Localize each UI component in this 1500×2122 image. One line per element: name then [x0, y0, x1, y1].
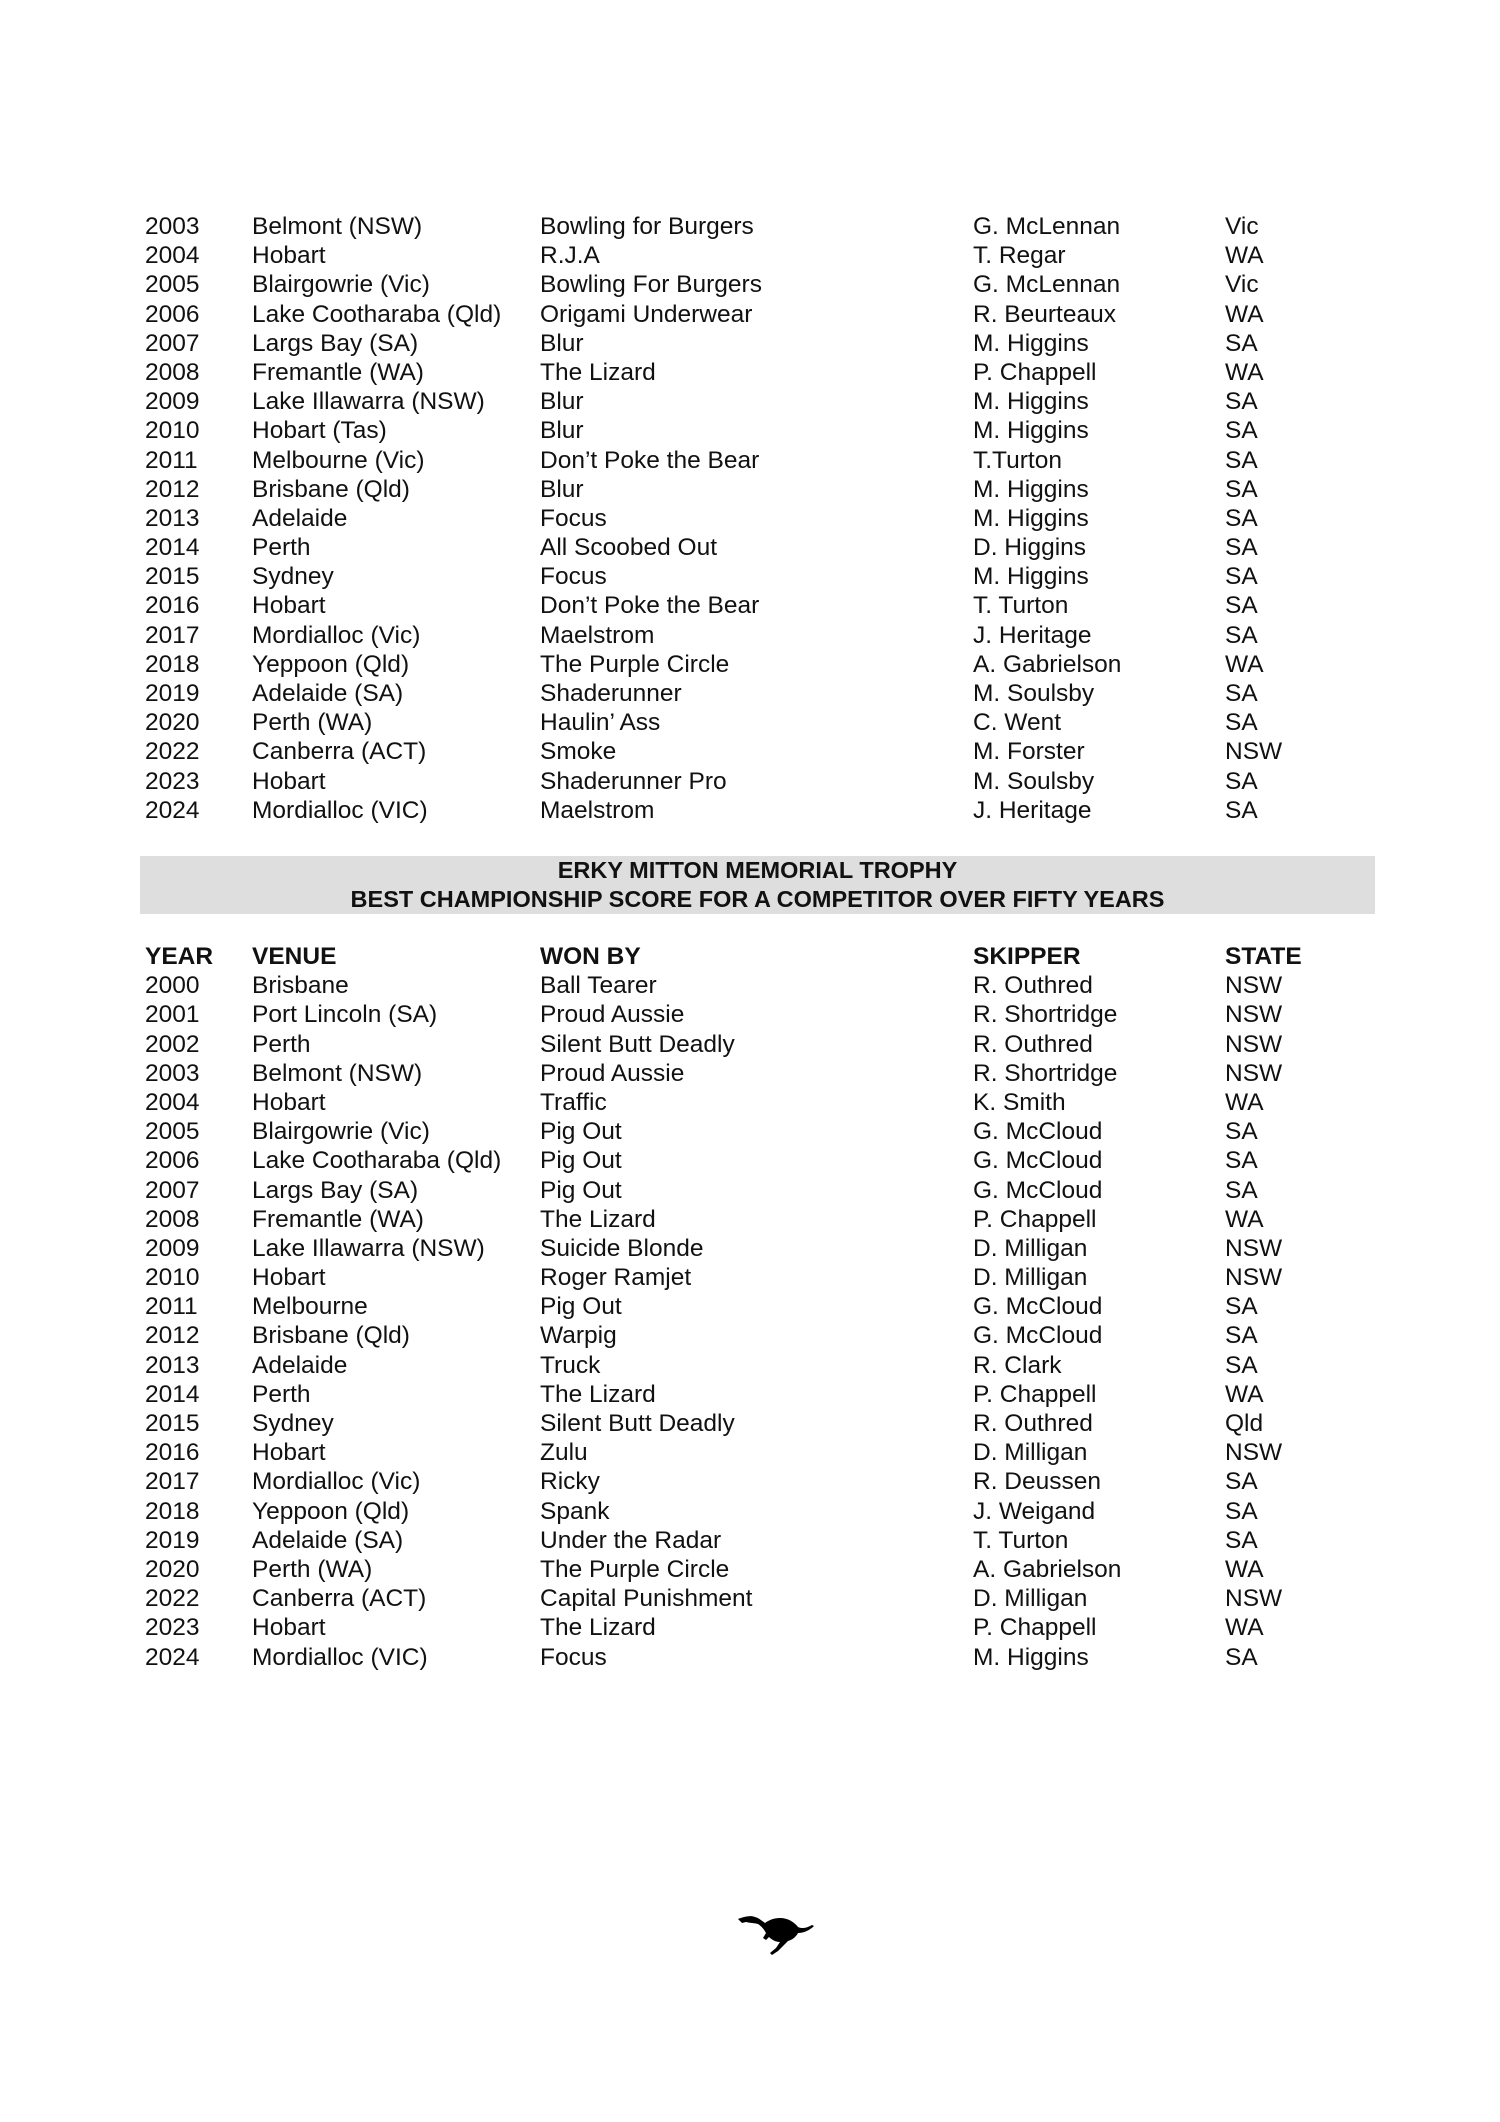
cell-won-by: Under the Radar — [540, 1526, 722, 1554]
cell-won-by: Traffic — [540, 1088, 607, 1116]
table-row — [145, 1117, 1375, 1146]
cell-state: SA — [1225, 796, 1258, 824]
cell-won-by: Shaderunner — [540, 680, 682, 707]
cell-won-by: Warpig — [540, 1322, 617, 1350]
cell-venue: Yeppoon (Qld) — [252, 1497, 410, 1525]
cell-won-by: The Lizard — [540, 1380, 656, 1408]
cell-state: SA — [1225, 1322, 1258, 1350]
cell-year: 2011 — [145, 1293, 198, 1321]
cell-year: 2020 — [145, 709, 200, 737]
cell-state: Vic — [1225, 213, 1259, 240]
cell-state: NSW — [1225, 1001, 1283, 1029]
cell-year: 2006 — [145, 1147, 200, 1175]
cell-venue: Fremantle (WA) — [252, 1205, 424, 1233]
cell-state: SA — [1225, 417, 1258, 445]
cell-won-by: Smoke — [540, 738, 617, 766]
cell-state: NSW — [1225, 1585, 1283, 1613]
cell-state: SA — [1225, 446, 1258, 474]
table-row — [145, 796, 1375, 825]
cell-state: SA — [1225, 534, 1258, 562]
table-row — [145, 1088, 1375, 1117]
cell-skipper: K. Smith — [973, 1088, 1066, 1116]
cell-skipper: G. McCloud — [973, 1176, 1103, 1204]
cell-state: SA — [1225, 1176, 1258, 1204]
header-year: YEAR — [145, 943, 214, 970]
cell-year: 2022 — [145, 1585, 200, 1613]
cell-venue: Melbourne — [252, 1293, 368, 1321]
table-row — [145, 1526, 1375, 1555]
cell-venue: Blairgowrie (Vic) — [252, 1118, 430, 1146]
cell-state: SA — [1225, 709, 1258, 737]
cell-won-by: Proud Aussie — [540, 1059, 685, 1087]
cell-state: WA — [1225, 1555, 1264, 1583]
cell-skipper: P. Chappell — [973, 1614, 1097, 1642]
cell-year: 2018 — [145, 1497, 200, 1525]
cell-skipper: M. Soulsby — [973, 680, 1095, 707]
table-row — [145, 1234, 1375, 1263]
cell-won-by: Focus — [540, 563, 607, 591]
cell-won-by: Blur — [540, 475, 584, 503]
cell-year: 2001 — [145, 1001, 200, 1029]
table-row — [145, 1000, 1375, 1029]
cell-venue: Blairgowrie (Vic) — [252, 271, 430, 299]
table-row — [145, 591, 1375, 620]
cell-state: SA — [1225, 1118, 1258, 1146]
cell-year: 2011 — [145, 446, 198, 474]
cell-state: WA — [1225, 1614, 1264, 1642]
cell-state: SA — [1225, 767, 1258, 795]
cell-won-by: Spank — [540, 1497, 610, 1525]
table-row — [145, 1467, 1375, 1496]
cell-venue: Perth — [252, 534, 311, 562]
cell-venue: Port Lincoln (SA) — [252, 1001, 438, 1029]
cell-venue: Yeppoon (Qld) — [252, 650, 410, 678]
trophy-banner — [140, 856, 1375, 914]
cell-skipper: R. Shortridge — [973, 1001, 1118, 1029]
table-row — [145, 1292, 1375, 1321]
cell-venue: Brisbane — [252, 972, 349, 1000]
table-row — [145, 1321, 1375, 1350]
table-row — [145, 1380, 1375, 1409]
table-row — [145, 446, 1375, 475]
cell-state: WA — [1225, 358, 1264, 386]
cell-skipper: R. Clark — [973, 1351, 1062, 1379]
table-row — [145, 1205, 1375, 1234]
cell-state: WA — [1225, 650, 1264, 678]
cell-skipper: T.Turton — [973, 446, 1062, 474]
cell-won-by: Focus — [540, 1643, 607, 1671]
cell-venue: Canberra (ACT) — [252, 1585, 427, 1613]
cell-year: 2010 — [145, 417, 200, 445]
cell-state: NSW — [1225, 1439, 1283, 1467]
cell-venue: Hobart — [252, 767, 326, 795]
cell-skipper: R. Deussen — [973, 1468, 1102, 1496]
cell-skipper: R. Outhred — [973, 1410, 1093, 1437]
cell-year: 2007 — [145, 1176, 200, 1204]
cell-skipper: M. Higgins — [973, 417, 1089, 445]
cell-won-by: Don’t Poke the Bear — [540, 592, 760, 620]
table-row — [145, 708, 1375, 737]
cell-year: 2024 — [145, 796, 200, 824]
cell-state: SA — [1225, 1497, 1258, 1525]
cell-skipper: D. Milligan — [973, 1264, 1088, 1292]
cell-year: 2019 — [145, 680, 200, 707]
cell-state: SA — [1225, 388, 1258, 416]
cell-year: 2012 — [145, 1322, 200, 1350]
cell-venue: Adelaide — [252, 504, 348, 532]
cell-year: 2024 — [145, 1643, 200, 1671]
cell-state: WA — [1225, 1088, 1264, 1116]
cell-venue: Brisbane (Qld) — [252, 1322, 410, 1350]
cell-won-by: Don’t Poke the Bear — [540, 446, 760, 474]
table-row — [145, 737, 1375, 766]
header-skipper: SKIPPER — [973, 943, 1081, 970]
cell-year: 2014 — [145, 1380, 200, 1408]
cell-year: 2015 — [145, 563, 200, 591]
table-row — [145, 504, 1375, 533]
cell-venue: Mordialloc (Vic) — [252, 1468, 421, 1496]
cell-won-by: Bowling for Burgers — [540, 213, 754, 240]
cell-skipper: C. Went — [973, 709, 1062, 737]
table-row — [145, 562, 1375, 591]
table-row — [145, 329, 1375, 358]
cell-skipper: M. Higgins — [973, 329, 1089, 357]
cell-year: 2003 — [145, 213, 200, 240]
cell-skipper: M. Higgins — [973, 563, 1089, 591]
cell-venue: Hobart — [252, 1088, 326, 1116]
table-row — [145, 387, 1375, 416]
cell-venue: Adelaide (SA) — [252, 1526, 404, 1554]
cell-state: NSW — [1225, 1030, 1283, 1058]
table-header-row — [145, 942, 1375, 971]
table-row — [145, 1409, 1375, 1438]
cell-skipper: T. Regar — [973, 242, 1066, 270]
cell-year: 2015 — [145, 1410, 200, 1437]
cell-state: SA — [1225, 563, 1258, 591]
cell-won-by: Bowling For Burgers — [540, 271, 762, 299]
cell-year: 2006 — [145, 300, 200, 328]
cell-skipper: G. McLennan — [973, 213, 1121, 240]
cell-year: 2004 — [145, 242, 200, 270]
header-won-by: WON BY — [540, 943, 641, 970]
table-row — [145, 1146, 1375, 1175]
table-row — [145, 1263, 1375, 1292]
cell-venue: Hobart — [252, 242, 326, 270]
table-row — [145, 621, 1375, 650]
cell-won-by: Shaderunner Pro — [540, 767, 727, 795]
cell-year: 2004 — [145, 1088, 200, 1116]
table-row — [145, 475, 1375, 504]
cell-year: 2019 — [145, 1526, 200, 1554]
cell-skipper: R. Outhred — [973, 1030, 1093, 1058]
header-state: STATE — [1225, 943, 1302, 970]
table-row — [145, 358, 1375, 387]
cell-won-by: Focus — [540, 504, 607, 532]
cell-state: SA — [1225, 475, 1258, 503]
cell-state: WA — [1225, 300, 1264, 328]
cell-skipper: A. Gabrielson — [973, 650, 1122, 678]
cell-skipper: D. Milligan — [973, 1585, 1088, 1613]
cell-year: 2002 — [145, 1030, 200, 1058]
cell-venue: Brisbane (Qld) — [252, 475, 410, 503]
cell-skipper: R. Shortridge — [973, 1059, 1118, 1087]
cell-year: 2023 — [145, 1614, 200, 1642]
cell-skipper: A. Gabrielson — [973, 1555, 1122, 1583]
cell-state: Qld — [1225, 1410, 1264, 1437]
cell-state: SA — [1225, 1526, 1258, 1554]
cell-state: SA — [1225, 1293, 1258, 1321]
cell-venue: Mordialloc (VIC) — [252, 1643, 428, 1671]
table-row — [145, 241, 1375, 270]
cell-won-by: Blur — [540, 388, 584, 416]
cell-won-by: Origami Underwear — [540, 300, 753, 328]
table-row — [145, 270, 1375, 299]
cell-year: 2012 — [145, 475, 200, 503]
cell-year: 2014 — [145, 534, 200, 562]
cell-won-by: All Scoobed Out — [540, 534, 718, 562]
table-row — [145, 1030, 1375, 1059]
table-row — [145, 1176, 1375, 1205]
cell-won-by: Haulin’ Ass — [540, 709, 661, 737]
cell-won-by: Zulu — [540, 1439, 588, 1467]
cell-state: SA — [1225, 1643, 1258, 1671]
cell-state: NSW — [1225, 738, 1283, 766]
table-row — [145, 1584, 1375, 1613]
cell-won-by: The Purple Circle — [540, 650, 730, 678]
cell-skipper: M. Higgins — [973, 504, 1089, 532]
cell-skipper: G. McCloud — [973, 1147, 1103, 1175]
cell-year: 2013 — [145, 504, 200, 532]
cell-venue: Perth (WA) — [252, 1555, 373, 1583]
cell-skipper: P. Chappell — [973, 1205, 1097, 1233]
cell-state: Vic — [1225, 271, 1259, 299]
cell-year: 2000 — [145, 972, 200, 1000]
cell-skipper: T. Turton — [973, 592, 1069, 620]
cell-venue: Adelaide (SA) — [252, 680, 404, 707]
cell-venue: Melbourne (Vic) — [252, 446, 425, 474]
cell-state: SA — [1225, 592, 1258, 620]
table-row — [145, 300, 1375, 329]
header-venue: VENUE — [252, 943, 337, 970]
previous-results-table — [145, 212, 1375, 825]
cell-skipper: G. McCloud — [973, 1293, 1103, 1321]
cell-won-by: Suicide Blonde — [540, 1234, 704, 1262]
cell-won-by: Pig Out — [540, 1118, 622, 1146]
table-row — [145, 679, 1375, 708]
cell-won-by: Ball Tearer — [540, 972, 657, 1000]
cell-won-by: Silent Butt Deadly — [540, 1410, 735, 1437]
cell-skipper: D. Milligan — [973, 1234, 1088, 1262]
cell-skipper: P. Chappell — [973, 1380, 1097, 1408]
cell-state: NSW — [1225, 1264, 1283, 1292]
cell-won-by: Pig Out — [540, 1293, 622, 1321]
cell-venue: Mordialloc (Vic) — [252, 621, 421, 649]
table-row — [145, 971, 1375, 1000]
cell-venue: Lake Illawarra (NSW) — [252, 388, 485, 416]
table-row — [145, 416, 1375, 445]
table-row — [145, 650, 1375, 679]
cell-skipper: D. Higgins — [973, 534, 1087, 562]
cell-skipper: G. McLennan — [973, 271, 1121, 299]
cell-skipper: T. Turton — [973, 1526, 1069, 1554]
cell-venue: Perth — [252, 1380, 311, 1408]
trophy-subtitle: BEST CHAMPIONSHIP SCORE FOR A COMPETITOR OVER FIFTY YEARS — [350, 886, 1165, 912]
cell-year: 2013 — [145, 1351, 200, 1379]
cell-year: 2010 — [145, 1264, 200, 1292]
cell-won-by: Ricky — [540, 1468, 600, 1496]
cell-skipper: J. Heritage — [973, 621, 1092, 649]
cell-year: 2005 — [145, 271, 200, 299]
table-row — [145, 1438, 1375, 1467]
cell-year: 2022 — [145, 738, 200, 766]
cell-year: 2017 — [145, 1468, 200, 1496]
cell-won-by: Capital Punishment — [540, 1585, 753, 1613]
cell-state: NSW — [1225, 972, 1283, 1000]
cell-venue: Belmont (NSW) — [252, 213, 423, 240]
cell-year: 2020 — [145, 1555, 200, 1583]
table-row — [145, 1613, 1375, 1642]
table-row — [145, 1351, 1375, 1380]
cell-won-by: The Lizard — [540, 358, 656, 386]
cell-skipper: D. Milligan — [973, 1439, 1088, 1467]
cell-year: 2008 — [145, 358, 200, 386]
cell-won-by: Pig Out — [540, 1147, 622, 1175]
cell-skipper: M. Higgins — [973, 475, 1089, 503]
cell-venue: Canberra (ACT) — [252, 738, 427, 766]
cell-venue: Largs Bay (SA) — [252, 1176, 419, 1204]
cell-won-by: The Lizard — [540, 1614, 656, 1642]
cell-venue: Sydney — [252, 563, 334, 591]
cell-venue: Perth — [252, 1030, 311, 1058]
cell-venue: Largs Bay (SA) — [252, 329, 419, 357]
cell-year: 2017 — [145, 621, 200, 649]
cell-state: NSW — [1225, 1234, 1283, 1262]
cell-won-by: Silent Butt Deadly — [540, 1030, 735, 1058]
table-row — [145, 767, 1375, 796]
cell-venue: Adelaide — [252, 1351, 348, 1379]
cell-year: 2023 — [145, 767, 200, 795]
cell-year: 2005 — [145, 1118, 200, 1146]
cell-state: SA — [1225, 680, 1258, 707]
cell-won-by: Blur — [540, 329, 584, 357]
cell-skipper: P. Chappell — [973, 358, 1097, 386]
cell-venue: Hobart — [252, 1439, 326, 1467]
cell-skipper: G. McCloud — [973, 1118, 1103, 1146]
cell-state: SA — [1225, 504, 1258, 532]
trophy-title: ERKY MITTON MEMORIAL TROPHY — [557, 857, 958, 883]
cell-skipper: G. McCloud — [973, 1322, 1103, 1350]
cell-state: WA — [1225, 1205, 1264, 1233]
cell-skipper: M. Higgins — [973, 1643, 1089, 1671]
cell-venue: Lake Cootharaba (Qld) — [252, 1147, 502, 1175]
cell-won-by: Blur — [540, 417, 584, 445]
cell-won-by: Pig Out — [540, 1176, 622, 1204]
cell-won-by: Maelstrom — [540, 621, 655, 649]
cell-state: SA — [1225, 1351, 1258, 1379]
cell-state: SA — [1225, 1468, 1258, 1496]
cell-skipper: J. Heritage — [973, 796, 1092, 824]
cell-won-by: R.J.A — [540, 242, 600, 270]
cell-venue: Perth (WA) — [252, 709, 373, 737]
trophy-results-table — [145, 942, 1375, 1672]
cell-year: 2008 — [145, 1205, 200, 1233]
cell-year: 2007 — [145, 329, 200, 357]
kangaroo-icon — [736, 1905, 816, 1959]
cell-skipper: J. Weigand — [973, 1497, 1096, 1525]
cell-skipper: M. Forster — [973, 738, 1085, 766]
cell-venue: Hobart — [252, 592, 326, 620]
table-row — [145, 212, 1375, 241]
cell-state: SA — [1225, 329, 1258, 357]
table-row — [145, 1497, 1375, 1526]
cell-state: NSW — [1225, 1059, 1283, 1087]
cell-skipper: R. Beurteaux — [973, 300, 1116, 328]
cell-venue: Hobart — [252, 1264, 326, 1292]
cell-venue: Lake Illawarra (NSW) — [252, 1234, 485, 1262]
cell-won-by: The Lizard — [540, 1205, 656, 1233]
cell-venue: Sydney — [252, 1410, 334, 1437]
cell-year: 2009 — [145, 1234, 200, 1262]
cell-won-by: Truck — [540, 1351, 601, 1379]
cell-year: 2018 — [145, 650, 200, 678]
cell-year: 2016 — [145, 1439, 200, 1467]
table-row — [145, 1555, 1375, 1584]
cell-skipper: M. Soulsby — [973, 767, 1095, 795]
cell-state: WA — [1225, 242, 1264, 270]
cell-won-by: The Purple Circle — [540, 1555, 730, 1583]
cell-won-by: Maelstrom — [540, 796, 655, 824]
cell-year: 2016 — [145, 592, 200, 620]
cell-venue: Mordialloc (VIC) — [252, 796, 428, 824]
cell-venue: Hobart (Tas) — [252, 417, 387, 445]
cell-venue: Hobart — [252, 1614, 326, 1642]
cell-skipper: M. Higgins — [973, 388, 1089, 416]
table-row — [145, 1059, 1375, 1088]
cell-venue: Fremantle (WA) — [252, 358, 424, 386]
table-row — [145, 533, 1375, 562]
cell-venue: Lake Cootharaba (Qld) — [252, 300, 502, 328]
cell-skipper: R. Outhred — [973, 972, 1093, 1000]
cell-state: SA — [1225, 1147, 1258, 1175]
cell-state: SA — [1225, 621, 1258, 649]
cell-won-by: Proud Aussie — [540, 1001, 685, 1029]
cell-year: 2009 — [145, 388, 200, 416]
cell-year: 2003 — [145, 1059, 200, 1087]
cell-state: WA — [1225, 1380, 1264, 1408]
cell-won-by: Roger Ramjet — [540, 1264, 692, 1292]
cell-venue: Belmont (NSW) — [252, 1059, 423, 1087]
table-row — [145, 1643, 1375, 1672]
